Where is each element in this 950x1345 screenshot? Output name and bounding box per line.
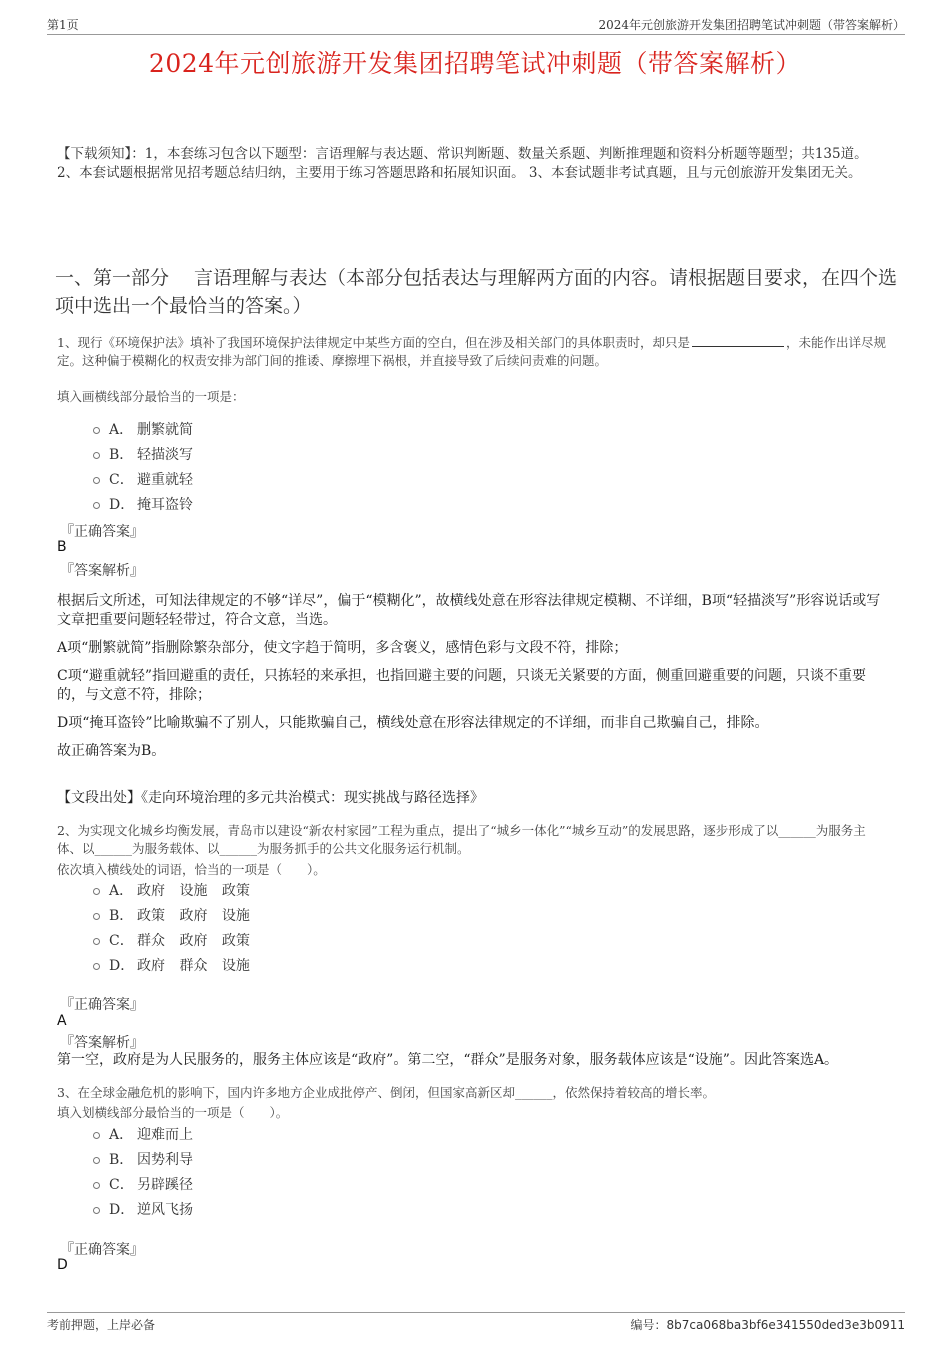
document-code: 编号：8b7ca068ba3bf6e341550ded3e3b0911 (630, 1318, 905, 1332)
question-2-analysis: 第一空，政府是为人民服务的，服务主体应该是“政府”。第二空，“群众”是服务对象，服务载体应该是“设施”。因此答案选A。 (57, 1052, 839, 1068)
radio-icon[interactable] (93, 1157, 100, 1164)
page-header (47, 14, 905, 35)
question-2-stem: 2、为实现文化城乡均衡发展，青岛市以建设“新农村家园”工程为重点，提出了“城乡一体化”“城乡互动”的发展思路，逐步形成了以______为服务主体、以______为服务载体、以______为服务抓手的公共文化服务运行机制。 (57, 823, 866, 856)
option-a[interactable]: A． 迎难而上 (93, 1121, 193, 1146)
section-heading: 一、第一部分 言语理解与表达（本部分包括表达与理解两方面的内容。请根据题目要求，在四个选项中选出一个最恰当的答案。） (55, 267, 898, 317)
analysis-paragraph: 根据后文所述，可知法律规定的不够“详尽”，偏于“模糊化”，故横线处意在形容法律规定模糊、不详细，B项“轻描淡写”形容说话或写文章把重要问题轻轻带过，符合文意，当选。 (57, 593, 881, 628)
question-3-answer: D (57, 1257, 68, 1273)
question-1-source: 【文段出处】《走向环境治理的多元共治模式：现实挑战与路径选择》 (57, 790, 484, 806)
option-c[interactable]: C． 避重就轻 (93, 466, 193, 491)
fill-blank (692, 335, 784, 347)
question-1-options (93, 416, 193, 516)
option-a[interactable]: A． 删繁就简 (93, 416, 193, 441)
header-doc-title: 2024年元创旅游开发集团招聘笔试冲刺题（带答案解析） (598, 18, 905, 32)
option-d[interactable]: D． 逆风飞扬 (93, 1196, 193, 1221)
radio-icon[interactable] (93, 1207, 100, 1214)
radio-icon[interactable] (93, 502, 100, 509)
radio-icon[interactable] (93, 888, 100, 895)
document-title: 2024年元创旅游开发集团招聘笔试冲刺题（带答案解析） (148, 49, 802, 78)
radio-icon[interactable] (93, 452, 100, 459)
radio-icon[interactable] (93, 477, 100, 484)
question-3-options (93, 1121, 193, 1221)
question-2-prompt: 依次填入横线处的词语，恰当的一项是（ ）。 (57, 862, 326, 877)
page-footer (47, 1312, 905, 1333)
analysis-paragraph: C项“避重就轻”指回避重的责任，只拣轻的来承担，也指回避主要的问题，只谈无关紧要的方面，侧重回避重要的问题，只谈不重要的，与文意不符，排除； (57, 668, 867, 703)
question-1-analysis (57, 592, 892, 770)
correct-answer-label: 『正确答案』 (60, 1242, 144, 1258)
radio-icon[interactable] (93, 963, 100, 970)
radio-icon[interactable] (93, 427, 100, 434)
question-2-options (93, 877, 250, 977)
question-1-stem: 1、现行《环境保护法》填补了我国环境保护法律规定中某些方面的空白，但在涉及相关部门的具体职责时，却只是 ，未能作出详尽规定。这种偏于模糊化的权责安排为部门间的推诿、摩擦埋下祸根，并直接导致了后续问责难的问题。 (57, 335, 886, 368)
correct-answer-label: 『正确答案』 (60, 997, 144, 1013)
question-3-stem: 3、在全球金融危机的影响下，国内许多地方企业成批停产、倒闭，但国家高新区却______，依然保持着较高的增长率。 (57, 1085, 715, 1100)
option-a[interactable]: A． 政府 设施 政策 (93, 877, 250, 902)
question-1-answer: B (57, 539, 67, 555)
option-c[interactable]: C． 群众 政府 政策 (93, 927, 250, 952)
option-b[interactable]: B． 政策 政府 设施 (93, 902, 250, 927)
analysis-label: 『答案解析』 (60, 563, 144, 579)
option-b[interactable]: B． 轻描淡写 (93, 441, 193, 466)
question-1-prompt: 填入画横线部分最恰当的一项是： (57, 389, 245, 404)
analysis-label: 『答案解析』 (60, 1035, 144, 1051)
option-c[interactable]: C． 另辟蹊径 (93, 1171, 193, 1196)
page-number: 第1页 (47, 18, 79, 32)
radio-icon[interactable] (93, 1132, 100, 1139)
option-b[interactable]: B． 因势利导 (93, 1146, 193, 1171)
option-d[interactable]: D． 政府 群众 设施 (93, 952, 250, 977)
question-2-answer: A (57, 1013, 67, 1029)
option-d[interactable]: D． 掩耳盗铃 (93, 491, 193, 516)
download-notice: 【下载须知】：1，本套练习包含以下题型：言语理解与表达题、常识判断题、数量关系题、判断推理题和资料分析题等题型；共135道。 2、本套试题根据常见招考题总结归纳，主要用于练习答题思路和拓展知识面。 3、本套试题非考试真题，且与元创旅游开发集团无关。 (57, 146, 868, 181)
radio-icon[interactable] (93, 913, 100, 920)
correct-answer-label: 『正确答案』 (60, 524, 144, 540)
analysis-paragraph: A项“删繁就简”指删除繁杂部分，使文字趋于简明，多含褒义，感情色彩与文段不符，排除； (57, 640, 628, 656)
radio-icon[interactable] (93, 1182, 100, 1189)
analysis-paragraph: 故正确答案为B。 (57, 743, 166, 759)
footer-slogan: 考前押题，上岸必备 (47, 1318, 156, 1332)
radio-icon[interactable] (93, 938, 100, 945)
analysis-paragraph: D项“掩耳盗铃”比喻欺骗不了别人，只能欺骗自己，横线处意在形容法律规定的不详细，而非自己欺骗自己，排除。 (57, 715, 769, 731)
question-3-prompt: 填入划横线部分最恰当的一项是（ ）。 (57, 1105, 289, 1120)
